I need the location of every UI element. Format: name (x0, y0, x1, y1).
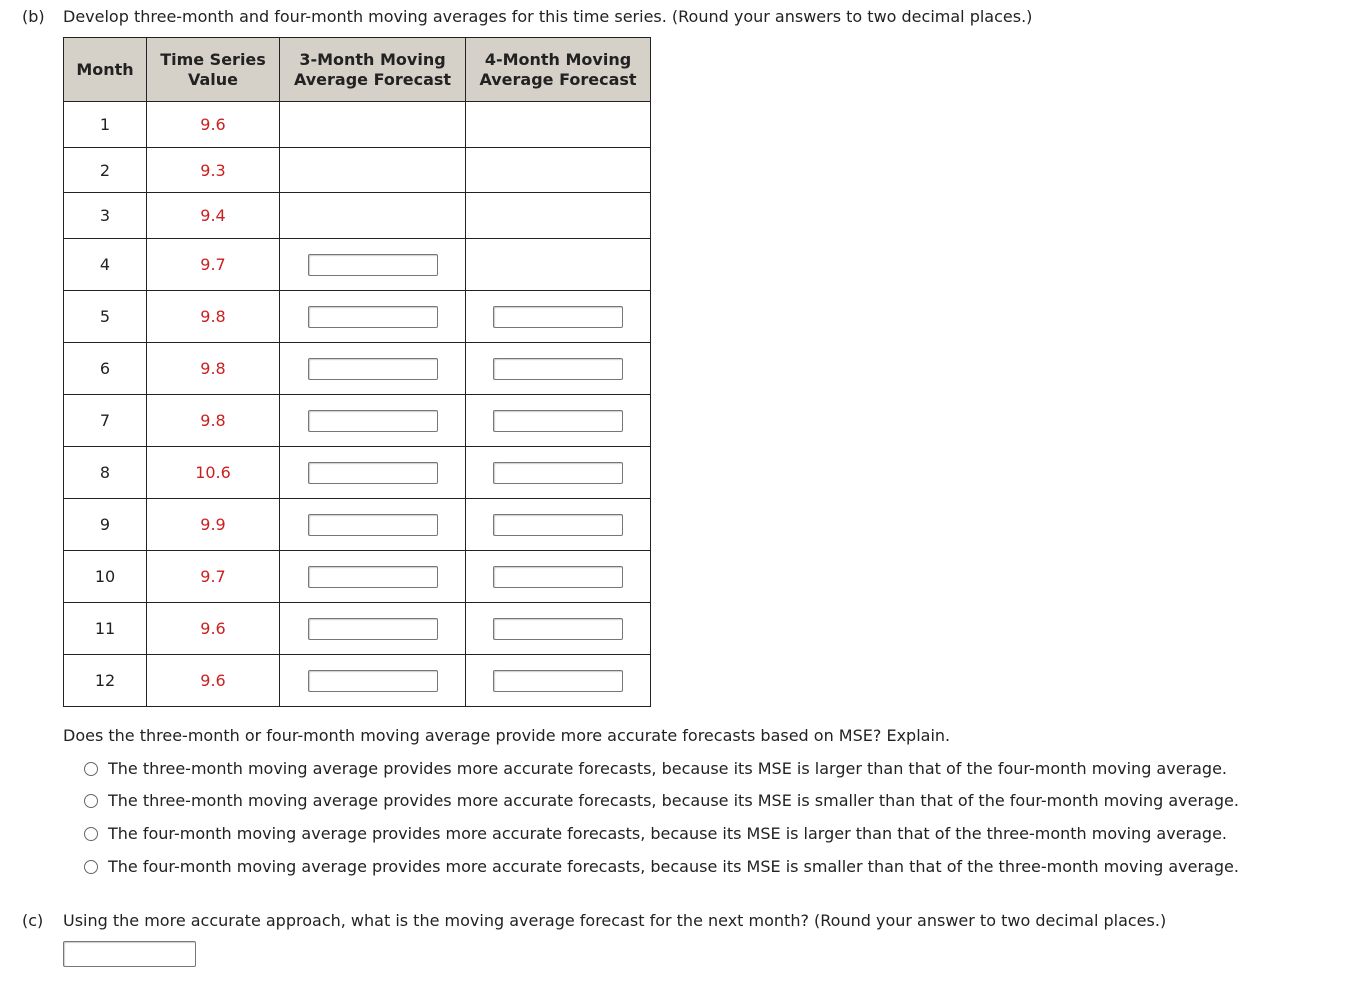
header-4ma-label: 4-Month Moving Average Forecast (479, 49, 637, 89)
three-month-ma-input[interactable] (308, 462, 438, 484)
three-month-ma-cell (280, 343, 466, 395)
option-label: The four-month moving average provides more accurate forecasts, because its MSE is larger than that of the three-month moving average. (108, 824, 1228, 843)
three-month-ma-input[interactable] (308, 358, 438, 380)
three-month-ma-cell (280, 239, 466, 291)
table-row (64, 148, 651, 193)
table-row (64, 551, 651, 603)
four-month-ma-cell (466, 655, 651, 707)
option-label: The three-month moving average provides more accurate forecasts, because its MSE is larger than that of the four-month moving average. (108, 759, 1228, 778)
option-label: The four-month moving average provides more accurate forecasts, because its MSE is smaller than that of the three-month moving average. (108, 857, 1239, 876)
three-month-ma-cell (280, 551, 466, 603)
radio-button[interactable] (84, 860, 98, 874)
time-series-value-cell: 9.6 (147, 603, 280, 655)
table-row (64, 655, 651, 707)
mse-option-1[interactable] (84, 759, 1227, 778)
four-month-ma-cell (466, 499, 651, 551)
header-4-month-ma (466, 38, 651, 102)
four-month-ma-cell (466, 193, 651, 239)
four-month-ma-input[interactable] (493, 514, 623, 536)
three-month-ma-input[interactable] (308, 670, 438, 692)
month-cell: 11 (64, 603, 147, 655)
four-month-ma-cell (466, 239, 651, 291)
header-value-label: Time Series Value (160, 49, 266, 89)
three-month-ma-input[interactable] (308, 514, 438, 536)
header-month-label: Month (76, 59, 134, 79)
four-month-ma-input[interactable] (493, 358, 623, 380)
four-month-ma-cell (466, 102, 651, 148)
month-cell: 10 (64, 551, 147, 603)
time-series-value-cell: 9.6 (147, 102, 280, 148)
header-3ma-label: 3-Month Moving Average Forecast (293, 49, 452, 89)
four-month-ma-cell (466, 291, 651, 343)
four-month-ma-cell (466, 343, 651, 395)
three-month-ma-input[interactable] (308, 410, 438, 432)
table-row (64, 499, 651, 551)
table-row (64, 447, 651, 499)
month-cell: 5 (64, 291, 147, 343)
time-series-value-cell: 9.9 (147, 499, 280, 551)
four-month-ma-cell (466, 603, 651, 655)
time-series-value-cell: 9.8 (147, 343, 280, 395)
time-series-value-cell: 9.8 (147, 291, 280, 343)
table-row (64, 239, 651, 291)
four-month-ma-input[interactable] (493, 306, 623, 328)
three-month-ma-input[interactable] (308, 618, 438, 640)
header-month (64, 38, 147, 102)
part-b-instructions: Develop three-month and four-month moving averages for this time series. (Round your answers to two decimal places.) (63, 7, 1033, 26)
three-month-ma-cell (280, 655, 466, 707)
month-cell: 12 (64, 655, 147, 707)
header-time-series-value (147, 38, 280, 102)
table-row (64, 193, 651, 239)
month-cell: 6 (64, 343, 147, 395)
table-row (64, 291, 651, 343)
four-month-ma-cell (466, 447, 651, 499)
four-month-ma-input[interactable] (493, 566, 623, 588)
time-series-value-cell: 9.8 (147, 395, 280, 447)
part-c-instructions: Using the more accurate approach, what is the moving average forecast for the next month? (Round your answer to two decimal places.) (63, 911, 1167, 930)
radio-button[interactable] (84, 762, 98, 776)
four-month-ma-input[interactable] (493, 618, 623, 640)
four-month-ma-input[interactable] (493, 462, 623, 484)
four-month-ma-cell (466, 395, 651, 447)
header-3-month-ma (280, 38, 466, 102)
time-series-value-cell: 9.4 (147, 193, 280, 239)
time-series-value-cell: 9.7 (147, 551, 280, 603)
table-row (64, 343, 651, 395)
table-header-row (64, 38, 651, 102)
four-month-ma-input[interactable] (493, 410, 623, 432)
radio-button[interactable] (84, 794, 98, 808)
four-month-ma-cell (466, 551, 651, 603)
table-row (64, 102, 651, 148)
radio-button[interactable] (84, 827, 98, 841)
month-cell: 4 (64, 239, 147, 291)
four-month-ma-input[interactable] (493, 670, 623, 692)
month-cell: 9 (64, 499, 147, 551)
month-cell: 1 (64, 102, 147, 148)
month-cell: 2 (64, 148, 147, 193)
mse-option-2[interactable] (84, 791, 1239, 810)
time-series-value-cell: 9.7 (147, 239, 280, 291)
table-row (64, 603, 651, 655)
table-row (64, 395, 651, 447)
three-month-ma-cell (280, 291, 466, 343)
time-series-table (63, 37, 651, 707)
three-month-ma-cell (280, 148, 466, 193)
three-month-ma-cell (280, 395, 466, 447)
three-month-ma-cell (280, 499, 466, 551)
mse-option-3[interactable] (84, 824, 1227, 843)
three-month-ma-input[interactable] (308, 566, 438, 588)
time-series-value-cell: 9.3 (147, 148, 280, 193)
three-month-ma-cell (280, 447, 466, 499)
three-month-ma-input[interactable] (308, 254, 438, 276)
three-month-ma-input[interactable] (308, 306, 438, 328)
month-cell: 7 (64, 395, 147, 447)
next-month-forecast-input[interactable] (63, 941, 196, 967)
mse-question: Does the three-month or four-month moving average provide more accurate forecasts based on MSE? Explain. (63, 726, 951, 745)
mse-option-4[interactable] (84, 857, 1239, 876)
time-series-value-cell: 10.6 (147, 447, 280, 499)
time-series-value-cell: 9.6 (147, 655, 280, 707)
three-month-ma-cell (280, 603, 466, 655)
part-b-label: (b) (22, 7, 45, 26)
four-month-ma-cell (466, 148, 651, 193)
part-c-label: (c) (22, 911, 44, 930)
three-month-ma-cell (280, 102, 466, 148)
three-month-ma-cell (280, 193, 466, 239)
month-cell: 3 (64, 193, 147, 239)
month-cell: 8 (64, 447, 147, 499)
option-label: The three-month moving average provides more accurate forecasts, because its MSE is smaller than that of the four-month moving average. (108, 791, 1239, 810)
